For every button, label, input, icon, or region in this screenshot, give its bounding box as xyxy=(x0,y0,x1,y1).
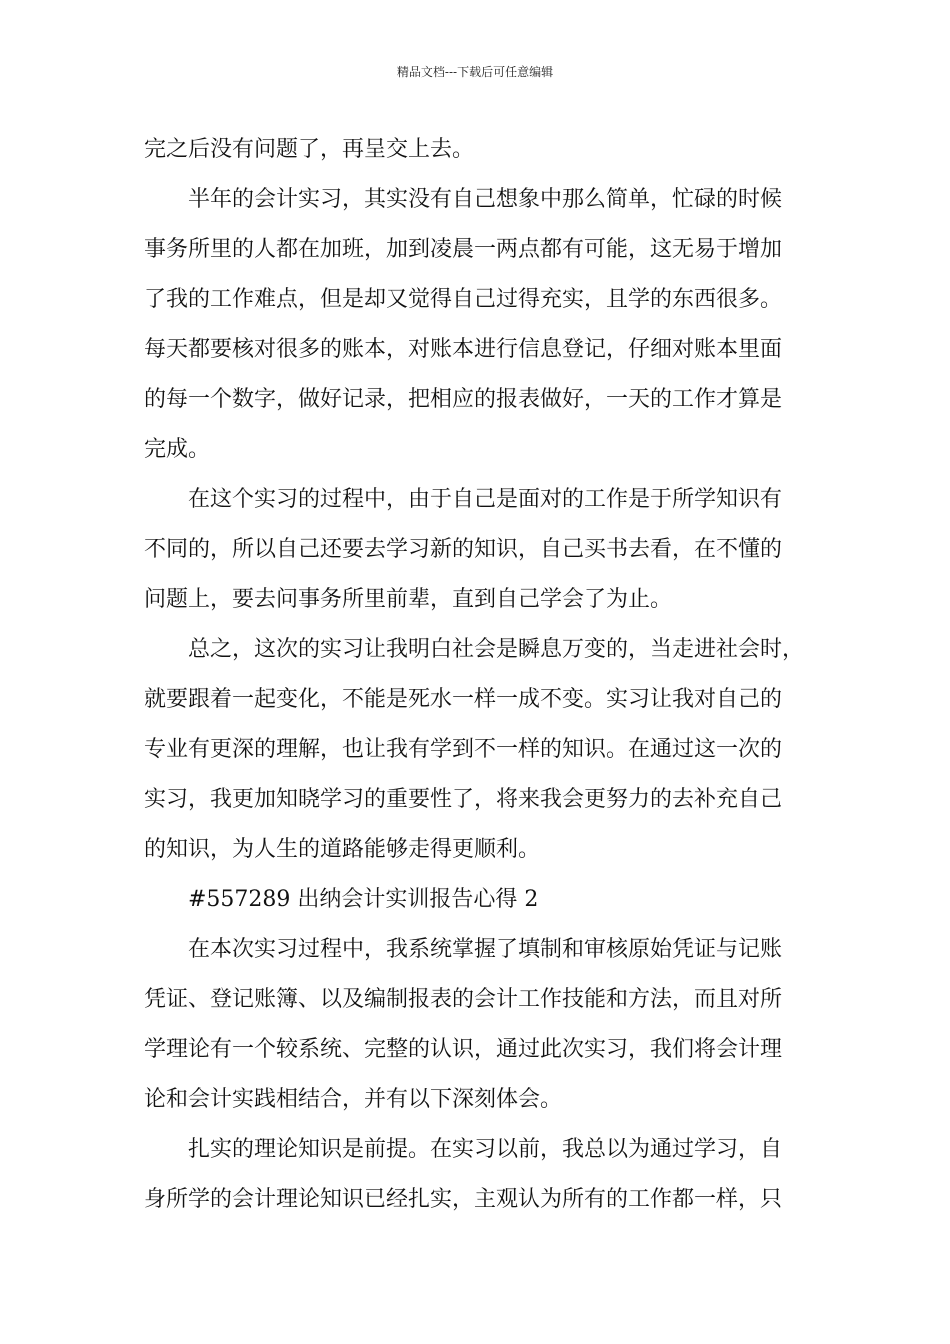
text-line: 问题上，要去问事务所里前辈，直到自己学会了为止。 xyxy=(144,587,673,612)
text-line: 身所学的会计理论知识已经扎实，主观认为所有的工作都一样，只 xyxy=(144,1187,783,1212)
page-header: 精品文档---下载后可任意编辑 xyxy=(396,65,554,79)
text-line: 凭证、登记账簿、以及编制报表的会计工作技能和方法，而且对所 xyxy=(144,987,783,1012)
text-line: 实习，我更加知晓学习的重要性了，将来我会更努力的去补充自己 xyxy=(144,787,783,812)
text-line: 学理论有一个较系统、完整的认识，通过此次实习，我们将会计理 xyxy=(144,1037,783,1062)
text-line: 每天都要核对很多的账本，对账本进行信息登记，仔细对账本里面 xyxy=(144,337,783,362)
text-line: 半年的会计实习，其实没有自己想象中那么简单，忙碌的时候 xyxy=(188,187,783,212)
text-line: 不同的，所以自己还要去学习新的知识，自己买书去看，在不懂的 xyxy=(144,537,783,562)
text-line: 完成。 xyxy=(144,437,211,462)
text-line: 在本次实习过程中，我系统掌握了填制和审核原始凭证与记账 xyxy=(188,937,783,962)
text-line: 的知识，为人生的道路能够走得更顺利。 xyxy=(144,837,541,862)
text-line: 的每一个数字，做好记录，把相应的报表做好，一天的工作才算是 xyxy=(144,387,783,412)
text-line: #557289 出纳会计实训报告心得 2 xyxy=(188,887,539,912)
text-line: 在这个实习的过程中，由于自己是面对的工作是于所学知识有 xyxy=(188,487,783,512)
text-line: 完之后没有问题了，再呈交上去。 xyxy=(144,137,475,162)
text-line: 就要跟着一起变化，不能是死水一样一成不变。实习让我对自己的 xyxy=(144,687,783,712)
text-line: 事务所里的人都在加班，加到凌晨一两点都有可能，这无易于增加 xyxy=(144,237,783,262)
text-line: 专业有更深的理解，也让我有学到不一样的知识。在通过这一次的 xyxy=(144,737,783,762)
document-body xyxy=(144,125,824,1225)
text-line: 总之，这次的实习让我明白社会是瞬息万变的，当走进社会时， xyxy=(188,637,805,662)
text-line: 了我的工作难点，但是却又觉得自己过得充实，且学的东西很多。 xyxy=(144,287,783,312)
text-line: 论和会计实践相结合，并有以下深刻体会。 xyxy=(144,1087,563,1112)
text-line: 扎实的理论知识是前提。在实习以前，我总以为通过学习，自 xyxy=(188,1137,783,1162)
